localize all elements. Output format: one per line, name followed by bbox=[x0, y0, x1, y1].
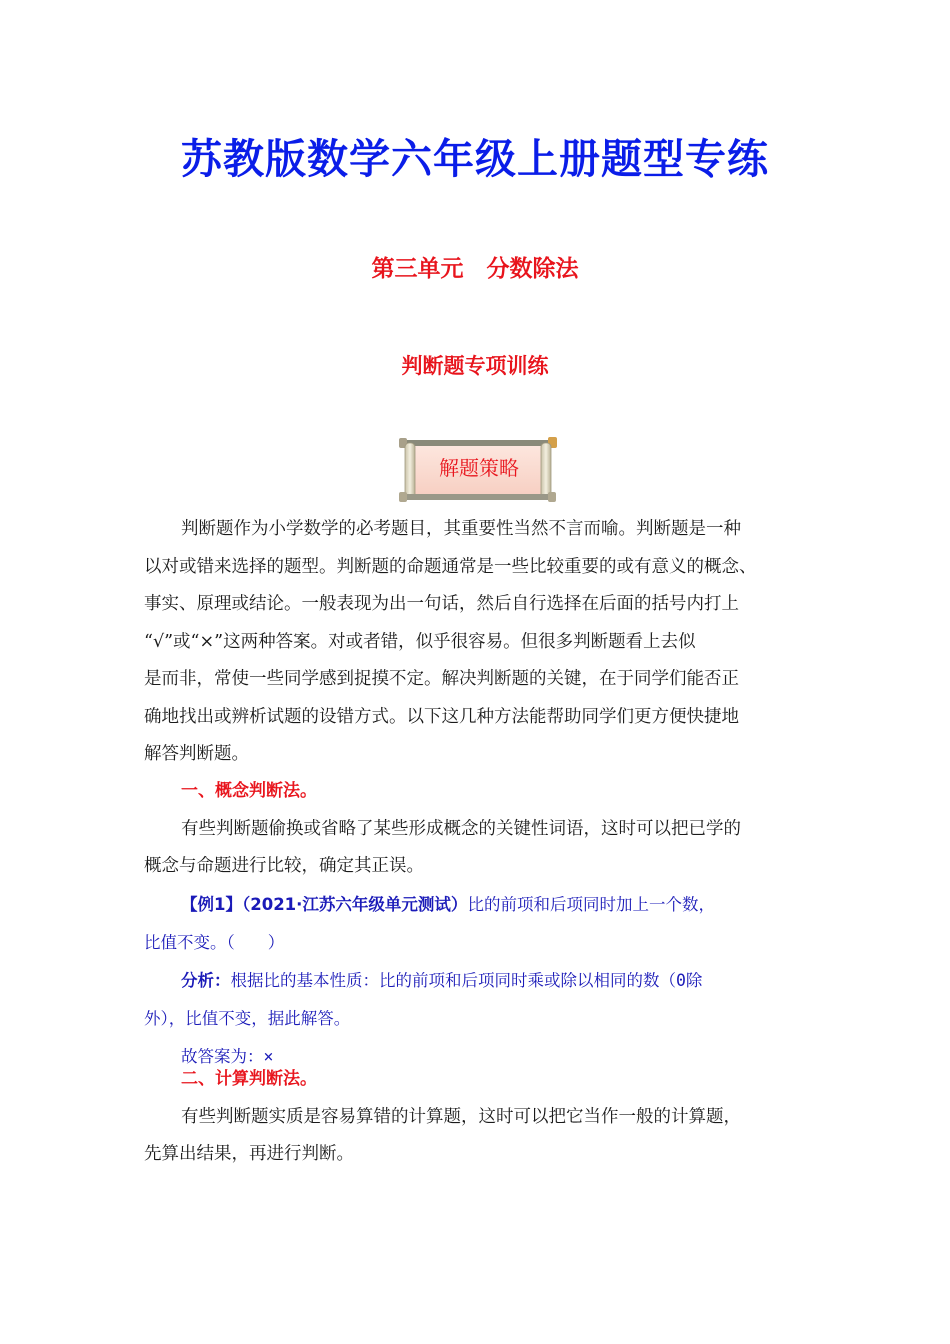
example-source: （2021·江苏六年级单元测试） bbox=[241, 894, 468, 914]
example-text: 比的前项和后项同时加上一个数， bbox=[467, 894, 715, 914]
method-2-heading: 二、计算判断法。 bbox=[181, 1069, 317, 1089]
analysis-line-2: 外），比值不变，据此解答。 bbox=[144, 1009, 351, 1028]
main-title: 苏教版数学六年级上册题型专练 bbox=[181, 135, 769, 183]
unit-title: 第三单元 分数除法 bbox=[371, 256, 579, 282]
intro-line: 判断题作为小学数学的必考题目，其重要性当然不言而喻。判断题是一种 bbox=[181, 519, 741, 539]
method-2-line: 先算出结果，再进行判断。 bbox=[144, 1144, 354, 1164]
analysis-line-1 bbox=[144, 962, 809, 1001]
method-2-line: 有些判断题实质是容易算错的计算题，这时可以把它当作一般的计算题， bbox=[181, 1106, 741, 1127]
method-1-section bbox=[144, 773, 809, 1075]
intro-line: 确地找出或辨析试题的设错方式。以下这几种方法能帮助同学们更方便快捷地 bbox=[144, 706, 739, 727]
method-2-section bbox=[144, 1061, 809, 1174]
example-1-line-1 bbox=[144, 886, 809, 925]
example-tag: 【例1】 bbox=[181, 894, 242, 914]
banner-label: 解题策略 bbox=[439, 456, 519, 480]
intro-paragraph bbox=[144, 511, 809, 774]
analysis-text: 根据比的基本性质：比的前项和后项同时乘或除以相同的数（0除 bbox=[230, 970, 703, 990]
example-1-line-2: 比值不变。（ ） bbox=[144, 933, 285, 952]
analysis-label: 分析： bbox=[181, 970, 231, 990]
intro-line: 解答判断题。 bbox=[144, 744, 249, 764]
method-1-heading: 一、概念判断法。 bbox=[181, 781, 317, 801]
method-1-line: 概念与命题进行比较，确定其正误。 bbox=[144, 856, 424, 876]
intro-line: “√”或“×”这两种答案。对或者错，似乎很容易。但很多判断题看上去似 bbox=[144, 631, 696, 652]
intro-line: 以对或错来选择的题型。判断题的命题通常是一些比较重要的或有意义的概念、 bbox=[144, 556, 757, 577]
intro-line: 事实、原理或结论。一般表现为出一句话，然后自行选择在后面的括号内打上 bbox=[144, 594, 739, 614]
answer-line: 故答案为：× bbox=[181, 1046, 274, 1066]
intro-line: 是而非，常使一些同学感到捉摸不定。解决判断题的关键，在于同学们能否正 bbox=[144, 669, 739, 689]
method-1-line: 有些判断题偷换或省略了某些形成概念的关键性词语，这时可以把已学的 bbox=[181, 818, 741, 839]
section-title: 判断题专项训练 bbox=[401, 354, 549, 378]
